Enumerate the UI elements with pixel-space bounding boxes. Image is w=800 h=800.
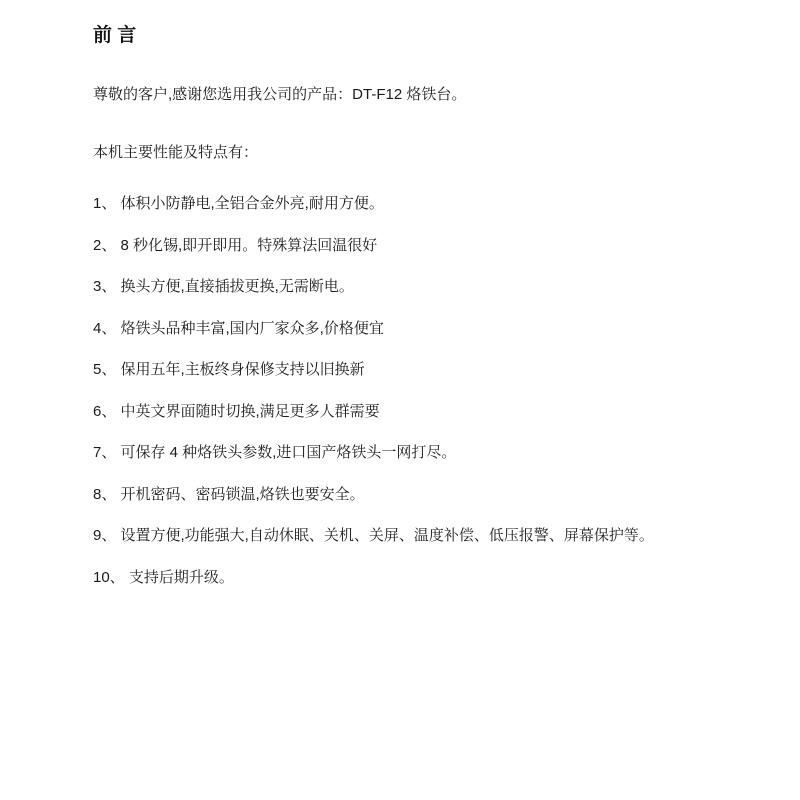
feature-item-10: 10、 支持后期升级。 — [93, 568, 234, 586]
feature-item-3: 3、 换头方便,直接插拔更换,无需断电。 — [93, 278, 354, 295]
feature-item-1: 1、 体积小防静电,全铝合金外亮,耐用方便。 — [93, 195, 384, 212]
feature-item-9: 9、 设置方便,功能强大,自动休眠、关机、关屏、温度补偿、低压报警、屏幕保护等。 — [93, 527, 654, 544]
page-title: 前 言 — [93, 25, 137, 46]
feature-item-2: 2、 8 秒化锡,即开即用。特殊算法回温很好 — [93, 236, 378, 254]
features-heading: 本机主要性能及特点有： — [93, 144, 259, 161]
feature-item-6: 6、 中英文界面随时切换,满足更多人群需要 — [93, 402, 380, 420]
feature-item-8: 8、 开机密码、密码锁温,烙铁也要安全。 — [93, 485, 365, 503]
features-list — [93, 195, 740, 586]
feature-item-7: 7、 可保存 4 种烙铁头参数,进口国产烙铁头一网打尽。 — [93, 444, 457, 461]
feature-item-5: 5、 保用五年,主板终身保修支持以旧换新 — [93, 361, 365, 378]
feature-item-4: 4、 烙铁头品种丰富,国内厂家众多,价格便宜 — [93, 319, 384, 337]
intro-paragraph: 尊敬的客户,感谢您选用我公司的产品：DT-F12 烙铁台。 — [93, 86, 467, 103]
